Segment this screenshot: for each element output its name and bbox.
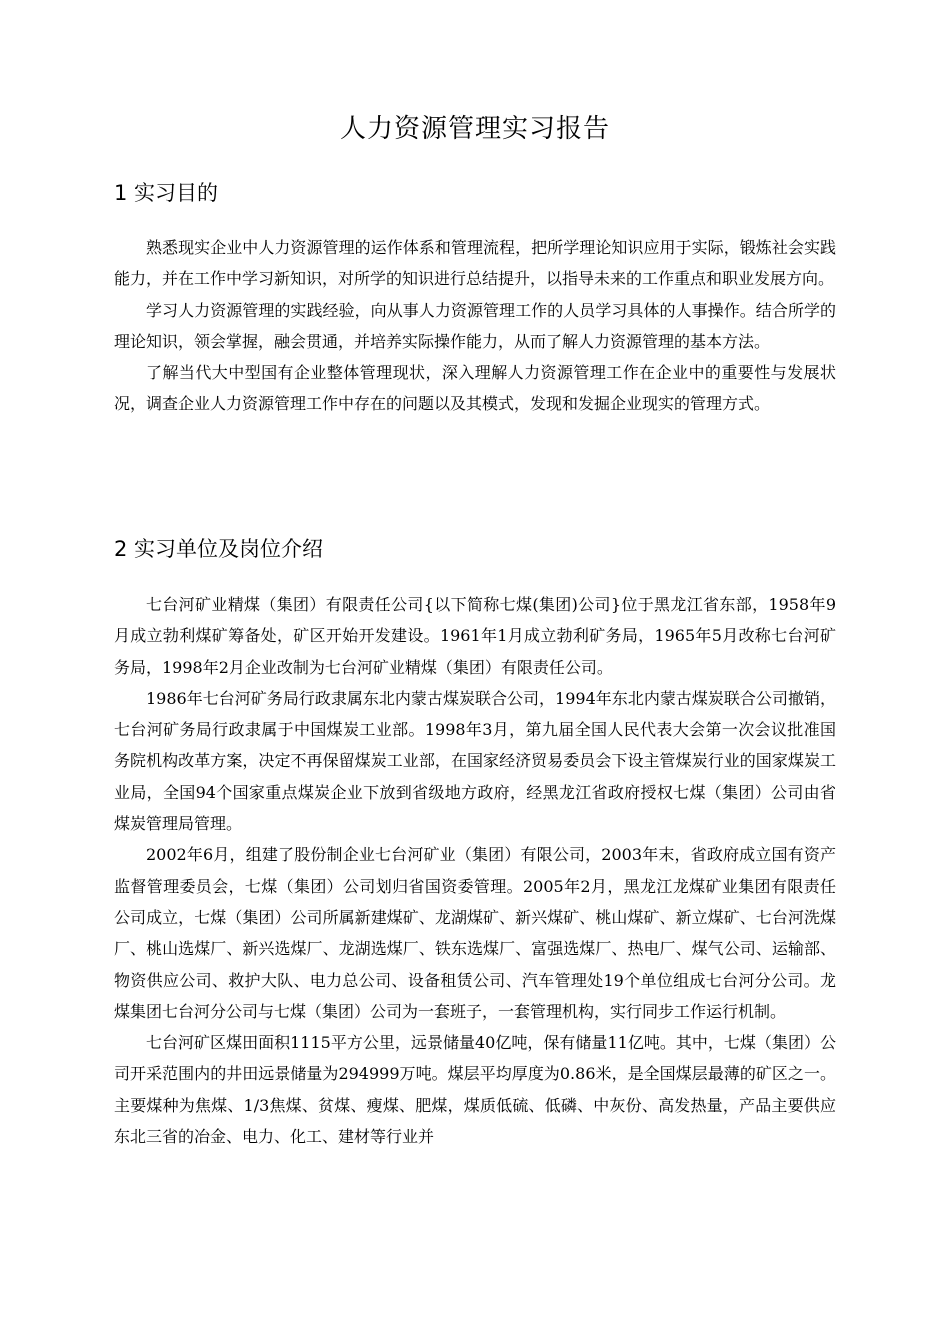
- section-body-purpose: [114, 232, 836, 420]
- paragraph: 熟悉现实企业中人力资源管理的运作体系和管理流程，把所学理论知识应用于实际，锻炼社会实践能力，并在工作中学习新知识，对所学的知识进行总结提升，以指导未来的工作重点和职业发展方向。: [114, 238, 836, 289]
- paragraph: 了解当代大中型国有企业整体管理现状，深入理解人力资源管理工作在企业中的重要性与发展状况，调查企业人力资源管理工作中存在的问题以及其模式，发现和发掘企业现实的管理方式。: [114, 363, 836, 414]
- paragraph: 学习人力资源管理的实践经验，向从事人力资源管理工作的人员学习具体的人事操作。结合所学的理论知识，领会掌握，融会贯通，并培养实际操作能力，从而了解人力资源管理的基本方法。: [114, 300, 836, 351]
- paragraph: 七台河矿区煤田面积1115平方公里，远景储量40亿吨，保有储量11亿吨。其中，七煤（集团）公司开采范围内的井田远景储量为294999万吨。煤层平均厚度为0.86米，是全国煤层最薄的矿区之一。主要煤种为焦煤、1/3焦煤、贫煤、瘦煤、肥煤，煤质低硫、低磷、中灰份、高发热量，产品主要供应东北三省的冶金、电力、化工、建材等行业并: [114, 1033, 836, 1147]
- section-body-company: [114, 589, 836, 1152]
- document-title: 人力资源管理实习报告: [339, 114, 610, 144]
- paragraph: 1986年七台河矿务局行政隶属东北内蒙古煤炭联合公司，1994年东北内蒙古煤炭联合公司撤销，七台河矿务局行政隶属于中国煤炭工业部。1998年3月，第九届全国人民代表大会第一次会议批准国务院机构改革方案，决定不再保留煤炭工业部，在国家经济贸易委员会下设主管煤炭行业的国家煤炭工业局，全国94个国家重点煤炭企业下放到省级地方政府，经黑龙江省政府授权七煤（集团）公司由省煤炭管理局管理。: [114, 688, 836, 834]
- section-heading-purpose: 1 实习目的: [114, 181, 219, 205]
- paragraph: 七台河矿业精煤（集团）有限责任公司{以下简称七煤(集团)公司}位于黑龙江省东部，1958年9月成立勃利煤矿筹备处，矿区开始开发建设。1961年1月成立勃利矿务局，1965年5月改称七台河矿务局，1998年2月企业改制为七台河矿业精煤（集团）有限责任公司。: [114, 595, 836, 677]
- paragraph: 2002年6月，组建了股份制企业七台河矿业（集团）有限公司，2003年末，省政府成立国有资产监督管理委员会，七煤（集团）公司划归省国资委管理。2005年2月，黑龙江龙煤矿业集团有限责任公司成立，七煤（集团）公司所属新建煤矿、龙湖煤矿、新兴煤矿、桃山煤矿、新立煤矿、七台河洗煤厂、桃山选煤厂、新兴选煤厂、龙湖选煤厂、铁东选煤厂、富强选煤厂、热电厂、煤气公司、运输部、物资供应公司、救护大队、电力总公司、设备租赁公司、汽车管理处19个单位组成七台河分公司。龙煤集团七台河分公司与七煤（集团）公司为一套班子，一套管理机构，实行同步工作运行机制。: [114, 845, 836, 1021]
- section-heading-company: 2 实习单位及岗位介绍: [114, 537, 324, 561]
